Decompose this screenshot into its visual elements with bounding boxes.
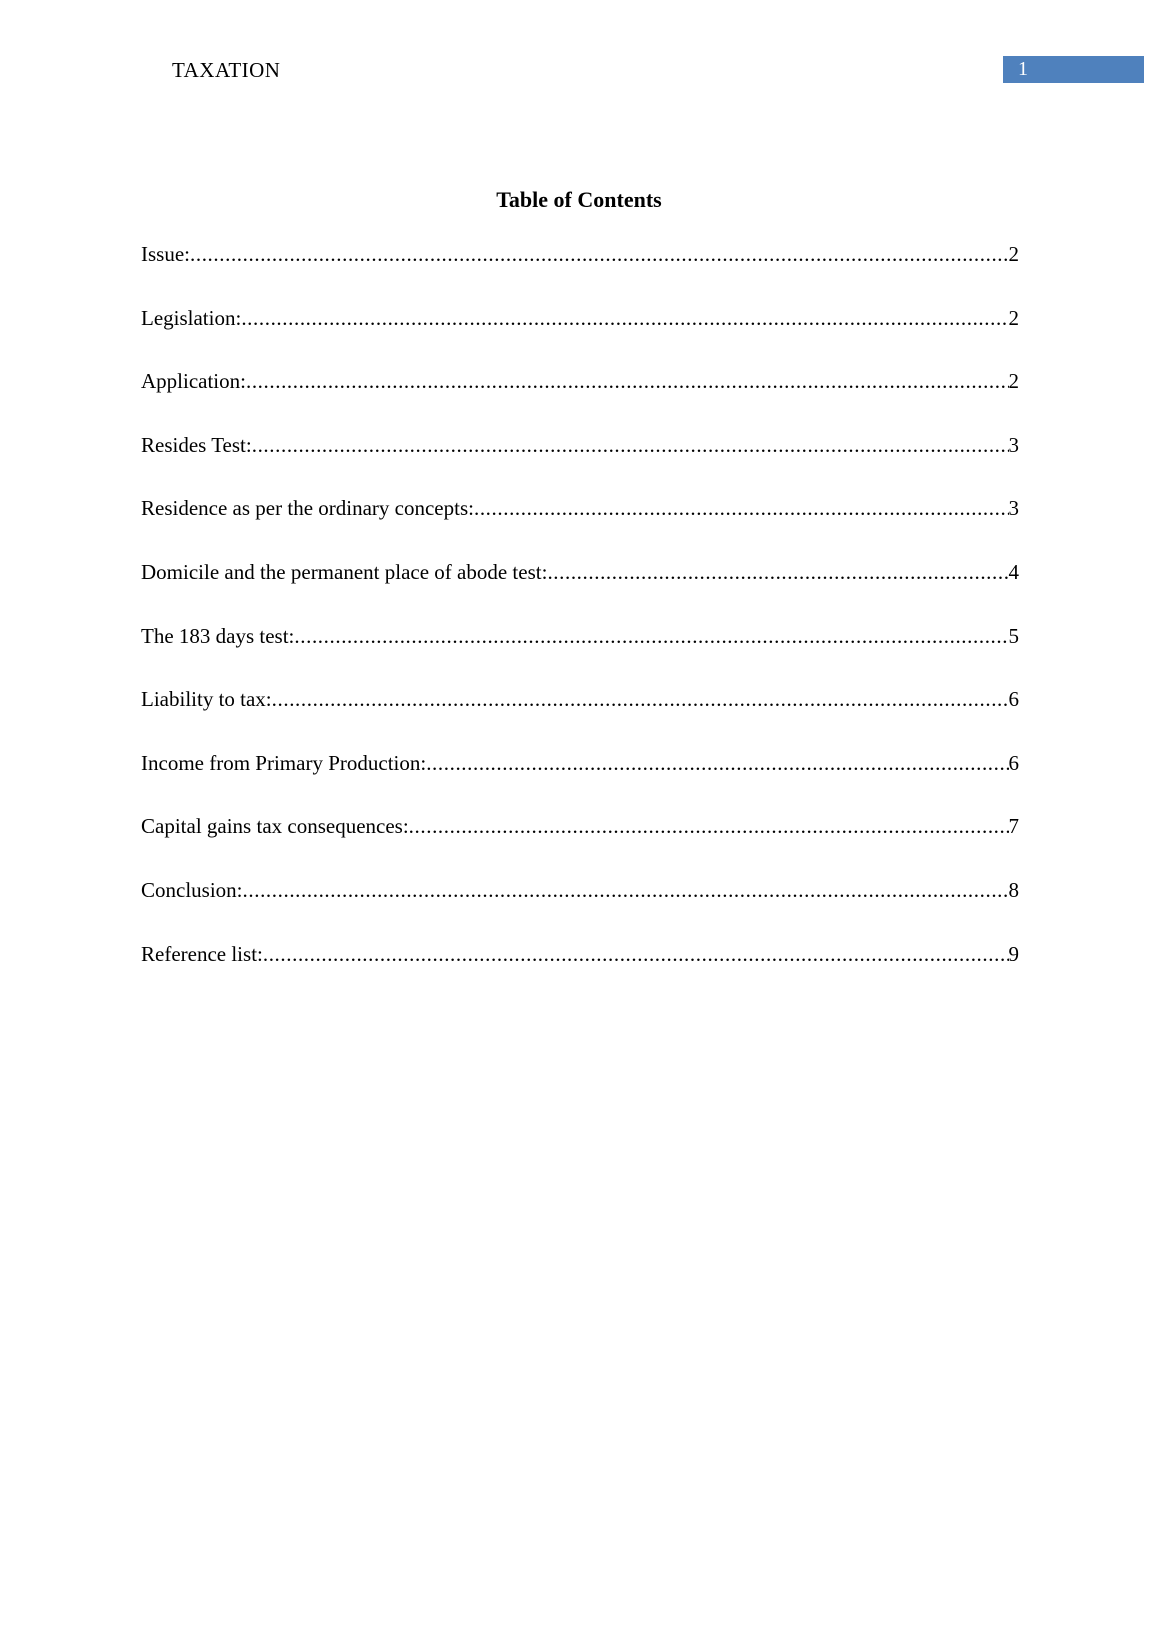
toc-leader-dots	[294, 622, 1008, 650]
toc-entry-page: 8	[1008, 877, 1019, 902]
page-number-badge	[1003, 56, 1144, 83]
toc-entry-legislation[interactable]	[141, 304, 1019, 368]
toc-leader-dots	[252, 431, 1009, 459]
toc-leader-dots	[272, 685, 1009, 713]
toc-entry-liability-to-tax[interactable]	[141, 685, 1019, 749]
toc-leader-dots	[426, 749, 1008, 777]
toc-entry-residence-ordinary-concepts[interactable]	[141, 494, 1019, 558]
toc-leader-dots	[190, 240, 1009, 268]
toc-entry-label: Reference list:	[141, 941, 263, 966]
toc-entry-label: The 183 days test:	[141, 623, 295, 648]
toc-leader-dots	[263, 940, 1009, 968]
toc-entry-label: Resides Test:	[141, 432, 252, 457]
toc-entry-issue[interactable]	[141, 240, 1019, 304]
toc-entry-page: 9	[1008, 941, 1019, 966]
toc-leader-dots	[241, 304, 1008, 332]
toc-entry-page: 3	[1008, 496, 1019, 521]
toc-entry-page: 2	[1008, 305, 1019, 330]
toc-leader-dots	[246, 367, 1009, 395]
toc-leader-dots	[547, 558, 1008, 586]
toc-leader-dots	[243, 876, 1009, 904]
toc-entry-page: 7	[1008, 814, 1019, 839]
toc-entry-label: Income from Primary Production:	[141, 750, 427, 775]
toc-entry-domicile-test[interactable]	[141, 558, 1019, 622]
toc-entry-label: Domicile and the permanent place of abode test:	[141, 559, 548, 584]
toc-entry-label: Legislation:	[141, 305, 242, 330]
toc-entry-label: Conclusion:	[141, 877, 243, 902]
toc-entry-reference-list[interactable]	[141, 940, 1019, 1004]
running-head: TAXATION	[172, 58, 281, 82]
toc-entry-page: 6	[1008, 750, 1019, 775]
toc-entry-page: 3	[1008, 432, 1019, 457]
page-header	[0, 0, 1158, 110]
toc-entry-label: Residence as per the ordinary concepts:	[141, 496, 474, 521]
toc-entry-label: Liability to tax:	[141, 687, 272, 712]
toc-entry-page: 6	[1008, 687, 1019, 712]
toc-entry-page: 5	[1008, 623, 1019, 648]
toc-entry-label: Capital gains tax consequences:	[141, 814, 409, 839]
page-number: 1	[1018, 58, 1028, 80]
table-of-contents	[141, 240, 1019, 1003]
toc-entry-resides-test[interactable]	[141, 431, 1019, 495]
toc-entry-primary-production[interactable]	[141, 749, 1019, 813]
toc-title: Table of Contents	[496, 187, 662, 212]
toc-entry-label: Issue:	[141, 242, 190, 266]
toc-entry-page: 2	[1008, 369, 1019, 394]
toc-entry-183-days-test[interactable]	[141, 622, 1019, 686]
toc-entry-application[interactable]	[141, 367, 1019, 431]
toc-leader-dots	[474, 494, 1009, 522]
toc-entry-page: 2	[1008, 242, 1019, 266]
toc-entry-label: Application:	[141, 369, 246, 394]
toc-entry-capital-gains[interactable]	[141, 812, 1019, 876]
toc-entry-page: 4	[1008, 559, 1019, 584]
toc-entry-conclusion[interactable]	[141, 876, 1019, 940]
toc-leader-dots	[409, 812, 1009, 840]
